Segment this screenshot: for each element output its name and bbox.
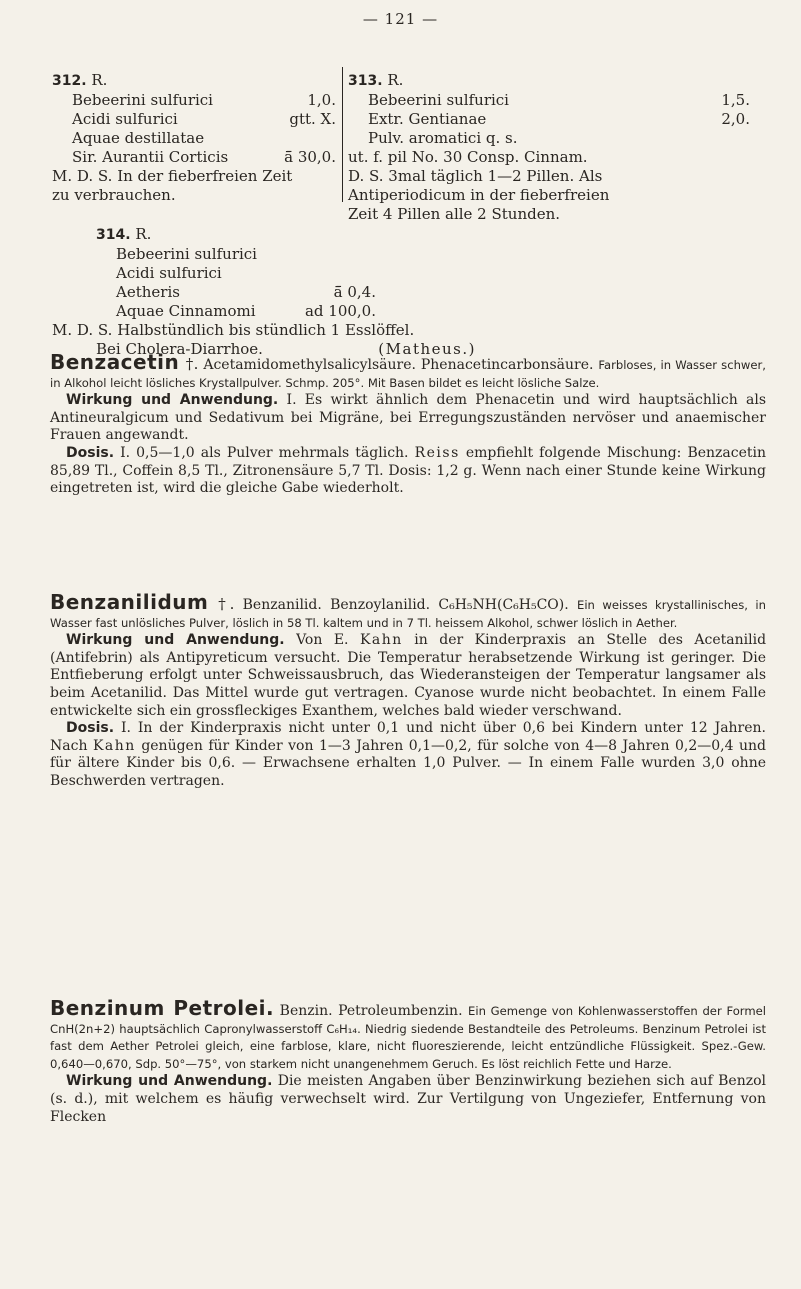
recipe-rx: R.	[387, 71, 404, 89]
ingredient-line: Aetheris ā̄ 0,4.	[116, 283, 376, 301]
section-wirkung: Wirkung und Anwendung. Von E. Kahn in der Kinderpraxis an Stelle des Acetanilid (Antifebrin) als Antipyreticum versucht. Die Temperatur herabsetzende Wirkung ist geringer. Die Entfieberung erfolgt unter Schweissausbruch, das Wiederansteigen der Temperatur langsamer als beim Acetanilid. Das Mittel wurde gut vertragen. Cyanose wurde nicht beobachtet. In einem Falle entwickelte sich ein grossfleckiges Exanthem, welches bald wieder verschwand.	[50, 632, 767, 719]
section-wirkung: Wirkung und Anwendung. Die meisten Angaben über Benzinwirkung beziehen sich auf Benzol (s. d.), mit welchem es häufig verwechselt wird. Zur Vertilgung von Ungeziefer, Entfernung von Flecken	[50, 1073, 766, 1125]
article-heading	[50, 996, 767, 1073]
author-name: Kahn	[359, 632, 403, 649]
signatura-line: M. D. S. In der fieberfreien Zeit	[52, 167, 293, 185]
article-heading	[50, 350, 766, 392]
recipe-314	[52, 225, 576, 359]
author-name: Reiss	[414, 444, 460, 461]
section-wirkung: Wirkung und Anwendung. I. Es wirkt ähnlich dem Phenacetin und wird hauptsächlich als Antineuralgicum und Sedativum bei Migräne, bei Erregungszuständen nervöser und anaemischer Frauen angewandt.	[50, 392, 766, 444]
recipe-header	[96, 225, 576, 245]
ingredient-line: Bebeerini sulfurici 1,0.	[72, 91, 336, 109]
article-title: Benzacetin	[50, 350, 180, 374]
section-label: Dosis.	[66, 444, 115, 461]
article-description: Farbloses, in Wasser schwer, in Alkohol leicht lösliches Krystallpulver. Schmp. 205°. Mit Basen bildet es leicht lösliche Salze.	[50, 358, 766, 390]
recipe-header	[52, 71, 336, 91]
page-number: — 121 —	[362, 10, 439, 28]
ingredient-line: Acidi sulfurici gtt. X.	[72, 110, 336, 128]
recipe-312	[52, 71, 336, 205]
signatura-line: M. D. S. Halbstündlich bis stündlich 1 Esslöffel.	[52, 321, 415, 339]
dagger-mark: †.	[214, 595, 235, 613]
ingredient-line: Sir. Aurantii Corticis ā̄ 30,0.	[72, 148, 336, 166]
author-name: Kahn	[92, 737, 136, 754]
recipe-header	[348, 71, 750, 91]
ingredient-line: Extr. Gentianae 2,0.	[368, 110, 750, 128]
article-heading	[50, 590, 767, 632]
article-title: Benzinum Petrolei.	[50, 996, 275, 1020]
section-dosis: Dosis. I. 0,5—1,0 als Pulver mehrmals täglich. Reiss empfiehlt folgende Mischung: Benzacetin 85,89 Tl., Coffein 8,5 Tl., Zitronensäure 5,7 Tl. Dosis: 1,2 g. Wenn nach einer Stunde keine Wirkung eingetreten ist, wird die gleiche Gabe wiederholt.	[50, 444, 767, 497]
ingredient-line: Acidi sulfurici	[116, 264, 222, 282]
section-dosis: Dosis. I. In der Kinderpraxis nicht unter 0,1 und nicht über 0,6 bei Kindern unter 12 Jahren. Nach Kahn genügen für Kinder von 1—3 Jahren 0,1—0,2, für solche von 4—8 Jahren 0,2—0,4 und für ältere Kinder bis 0,6. — Erwachsene erhalten 1,0 Pulver. — In einem Falle wurden 3,0 ohne Beschwerden vertragen.	[50, 720, 766, 789]
signatura-line: Zeit 4 Pillen alle 2 Stunden.	[348, 205, 561, 223]
article-title: Benzanilidum	[50, 590, 209, 614]
recipe-number: 312.	[52, 73, 87, 89]
article-synonyms: Benzanilid. Benzoylanilid. C₆H₅NH(C₆H₅CO).	[242, 597, 569, 613]
article-benzanilidum	[50, 590, 767, 791]
section-label: Wirkung und Anwendung.	[66, 1073, 273, 1090]
recipe-313	[348, 71, 750, 224]
signatura-line: Bei Cholera-Diarrhoe. (Matheus.)	[96, 340, 476, 358]
ingredient-line: Aquae Cinnamomi ad 100,0.	[116, 302, 376, 320]
article-benzacetin	[50, 350, 767, 498]
article-synonyms: Benzin. Petroleumbenzin.	[279, 1003, 463, 1019]
dagger-mark: †.	[185, 355, 199, 373]
recipe-number: 314.	[96, 227, 131, 243]
signatura-line: Antiperiodicum in der fieberfreien	[348, 186, 610, 204]
signatura-line: zu verbrauchen.	[52, 186, 176, 204]
author-citation: (Matheus.)	[378, 340, 476, 358]
section-label: Wirkung und Anwendung.	[66, 392, 279, 409]
signatura-line: ut. f. pil No. 30 Consp. Cinnam.	[348, 148, 588, 166]
recipe-number: 313.	[348, 73, 383, 89]
ingredient-block	[96, 245, 376, 321]
section-label: Wirkung und Anwendung.	[66, 632, 285, 649]
ingredient-line: Aquae destillatae	[72, 129, 205, 147]
ingredient-line: Bebeerini sulfurici 1,5.	[368, 91, 750, 109]
article-benzinum-petrolei	[50, 996, 767, 1126]
ingredient-line: Bebeerini sulfurici	[116, 245, 257, 263]
signatura-line: D. S. 3mal täglich 1—2 Pillen. Als	[348, 167, 603, 185]
article-description: Ein weisses krystallinisches, in Wasser fast unlösliches Pulver, löslich in 58 Tl. kaltem und in 7 Tl. heissem Alkohol, schwer löslich in Aether.	[50, 598, 767, 630]
article-description: Ein Gemenge von Kohlenwasserstoffen der Formel CnH(2n+2) hauptsächlich Capronylwasserstoff C₆H₁₄. Niedrig siedende Bestandteile des Petroleums. Benzinum Petrolei ist fast dem Aether Petrolei gleich, eine farblose, klare, nicht fluoreszierende, leicht entzündliche Flüssigkeit. Spez.-Gew. 0,640—0,670, Sdp. 50°—75°, von starkem nicht unangenehmem Geruch. Es löst reichlich Fette und Harze.	[50, 1004, 767, 1071]
section-label: Dosis.	[66, 720, 115, 737]
ingredient-line: Pulv. aromatici q. s.	[368, 129, 518, 147]
article-synonyms: Acetamidomethylsalicylsäure. Phenacetincarbonsäure.	[203, 357, 594, 373]
column-divider	[342, 67, 343, 202]
recipe-rx: R.	[135, 225, 152, 243]
recipe-rx: R.	[91, 71, 108, 89]
